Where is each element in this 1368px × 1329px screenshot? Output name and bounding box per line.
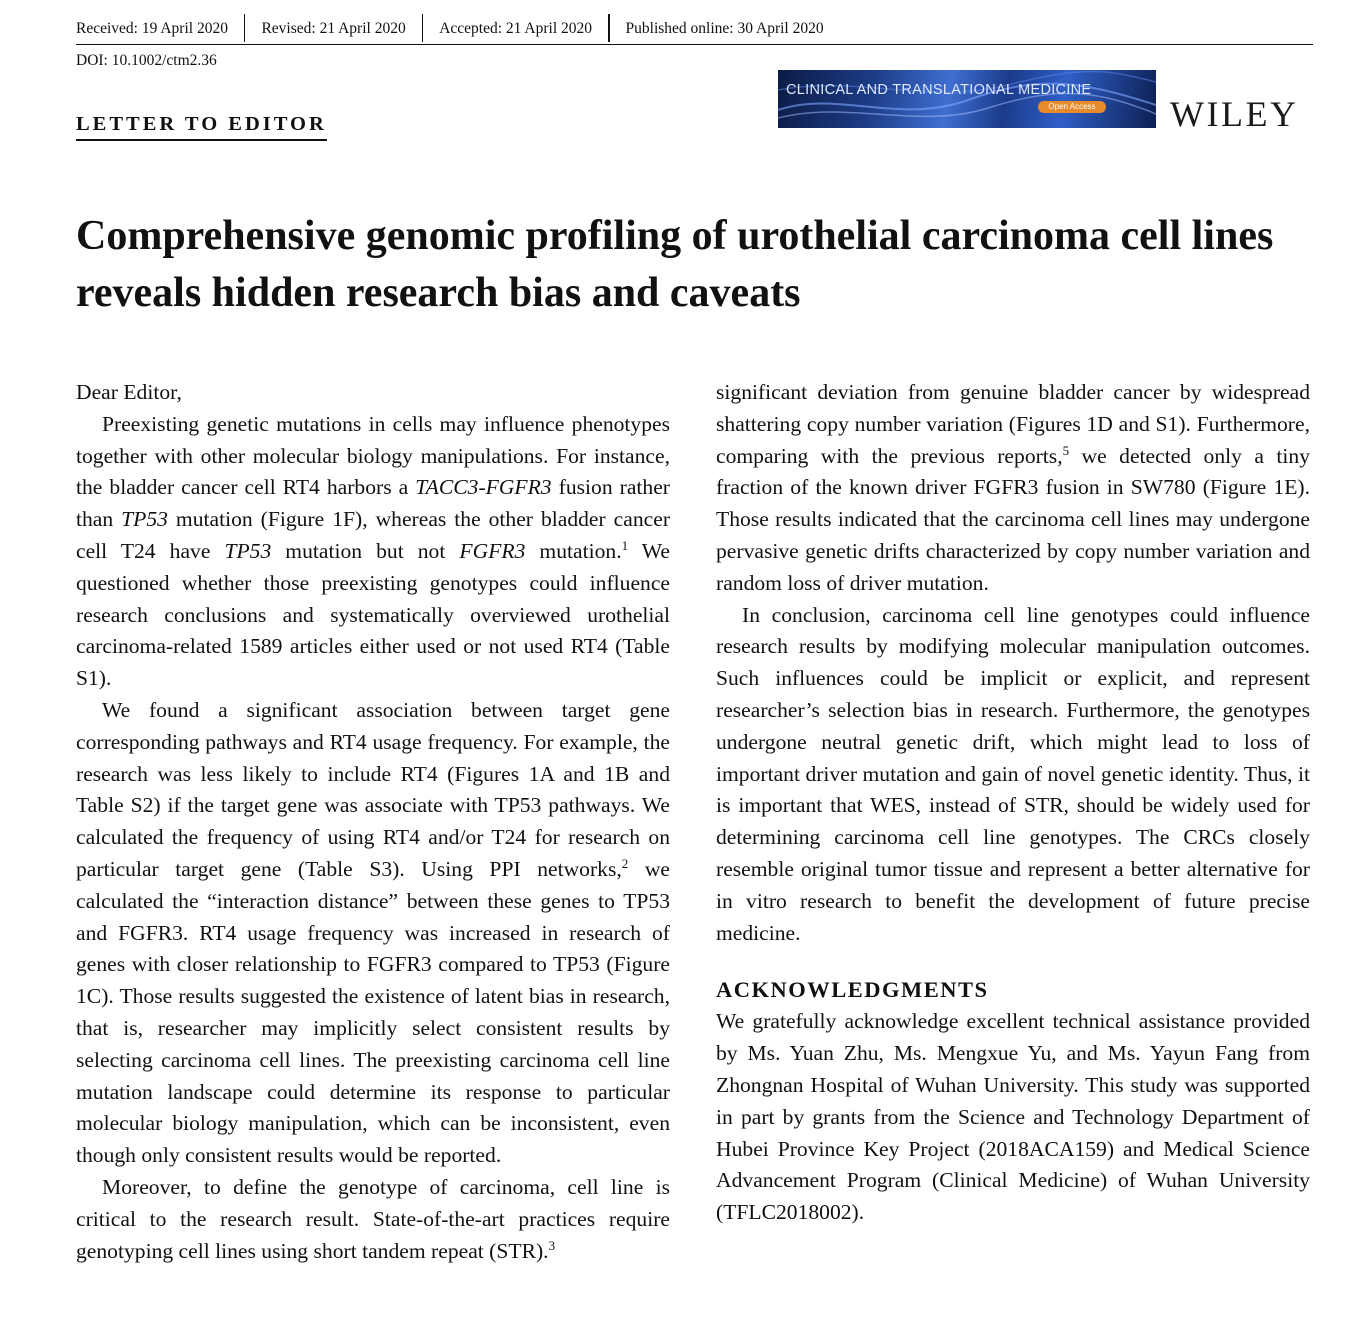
doi: DOI: 10.1002/ctm2.36 xyxy=(76,52,217,69)
citation-5[interactable]: 5 xyxy=(1062,442,1070,458)
paragraph-1: Preexisting genetic mutations in cells may influence phenotypes together with other molecular biology manipulations. For instance, the bladder cancer cell RT4 harbors a TACC3-FGFR3 fusion rather than TP53 mutation (Figure 1F), whereas the other bladder cancer cell T24 have TP53 mutation but not FGFR3 mutation.$^1$ We questioned whether those preexisting genotypes could influence research conclusions and systematically overviewed urothelial carcinoma-related 1589 articles either used or not used RT4 (Table S1). xyxy=(76,411,671,691)
divider xyxy=(422,14,424,42)
citation-1[interactable]: 1 xyxy=(621,537,629,553)
divider xyxy=(608,14,610,42)
revised-date: Revised: 21 April 2020 xyxy=(261,20,406,37)
citation-3[interactable]: 3 xyxy=(548,1237,556,1253)
acknowledgments-text: We gratefully acknowledge excellent technical assistance provided by Ms. Yuan Zhu, Ms. Mengxue Yu, and Ms. Yayun Fang from Zhongnan Hospital of Wuhan University. This study was supported in part by grants from the Science and Technology Department of Hubei Province Key Project (2018ACA159) and Medical Science Advancement Program (Clinical Medicine) of Wuhan University (TFLC2018002). xyxy=(716,1009,1310,1225)
article-title: Comprehensive genomic profiling of urothelial carcinoma cell lines reveals hidden research bias and caveats xyxy=(76,213,1274,316)
paragraph-3: Moreover, to define the genotype of carcinoma, cell line is critical to the research result. State-of-the-art practices require genotyping cell lines using short tandem repeat (STR).$^3$ xyxy=(76,1174,670,1263)
banner-waves-graphic xyxy=(778,70,1156,128)
open-access-badge: Open Access xyxy=(1038,101,1106,113)
published-date: Published online: 30 April 2020 xyxy=(625,20,824,37)
accepted-date: Accepted: 21 April 2020 xyxy=(439,20,593,37)
publisher-logo: WILEY xyxy=(1170,94,1299,134)
paragraph-conclusion: In conclusion, carcinoma cell line genotypes could influence research results by modifying molecular manipulation outcomes. Such influences could be implicit or explicit, and represent researcher’s selection bias in research. Furthermore, the genotypes undergone neutral genetic drift, which might lead to loss of important driver mutation and gain of novel genetic identity. Thus, it is important that WES, instead of STR, should be widely used for determining carcinoma cell line genotypes. The CRCs closely resemble original tumor tissue and represent a better alternative for in vitro research to benefit the development of future precise medicine. xyxy=(716,602,1310,945)
journal-banner xyxy=(778,70,1156,128)
acknowledgments-heading: ACKNOWLEDGMENTS xyxy=(716,977,989,1003)
section-label: LETTER TO EDITOR xyxy=(76,113,327,141)
received-date: Received: 19 April 2020 xyxy=(76,20,228,37)
citation-2[interactable]: 2 xyxy=(621,855,629,871)
left-column xyxy=(76,377,670,1267)
paragraph-2: We found a significant association between target gene corresponding pathways and RT4 usage frequency. For example, the research was less likely to include RT4 (Figures 1A and 1B and Table S2) if the target gene was associate with TP53 pathways. We calculated the frequency of using RT4 and/or T24 for research on particular target gene (Table S3). Using PPI networks,$^2$ we calculated the “interaction distance” between these genes to TP53 and FGFR3. RT4 usage frequency was increased in research of genes with closer relationship to FGFR3 compared to TP53 (Figure 1C). Those results suggested the existence of latent bias in research, that is, researcher may implicitly select consistent results by selecting carcinoma cell lines. The preexisting carcinoma cell line mutation landscape could determine its response to particular molecular biology manipulation, which can be inconsistent, even though only consistent results would be reported. xyxy=(76,697,671,1168)
salutation: Dear Editor, xyxy=(76,380,182,404)
paragraph-3-continued: significant deviation from genuine bladder cancer by widespread shattering copy number variation (Figures 1D and S1). Furthermore, comparing with the previous reports,$^5$ we detected only a tiny fraction of the known driver FGFR3 fusion in SW780 (Figure 1E). Those results indicated that the carcinoma cell lines may undergone pervasive genetic drifts characterized by copy number variation and random loss of driver mutation. xyxy=(716,380,1310,595)
journal-name: CLINICAL AND TRANSLATIONAL MEDICINE xyxy=(786,82,1092,98)
divider xyxy=(244,14,246,42)
article-dates xyxy=(76,14,1313,45)
right-column xyxy=(716,377,1310,1229)
